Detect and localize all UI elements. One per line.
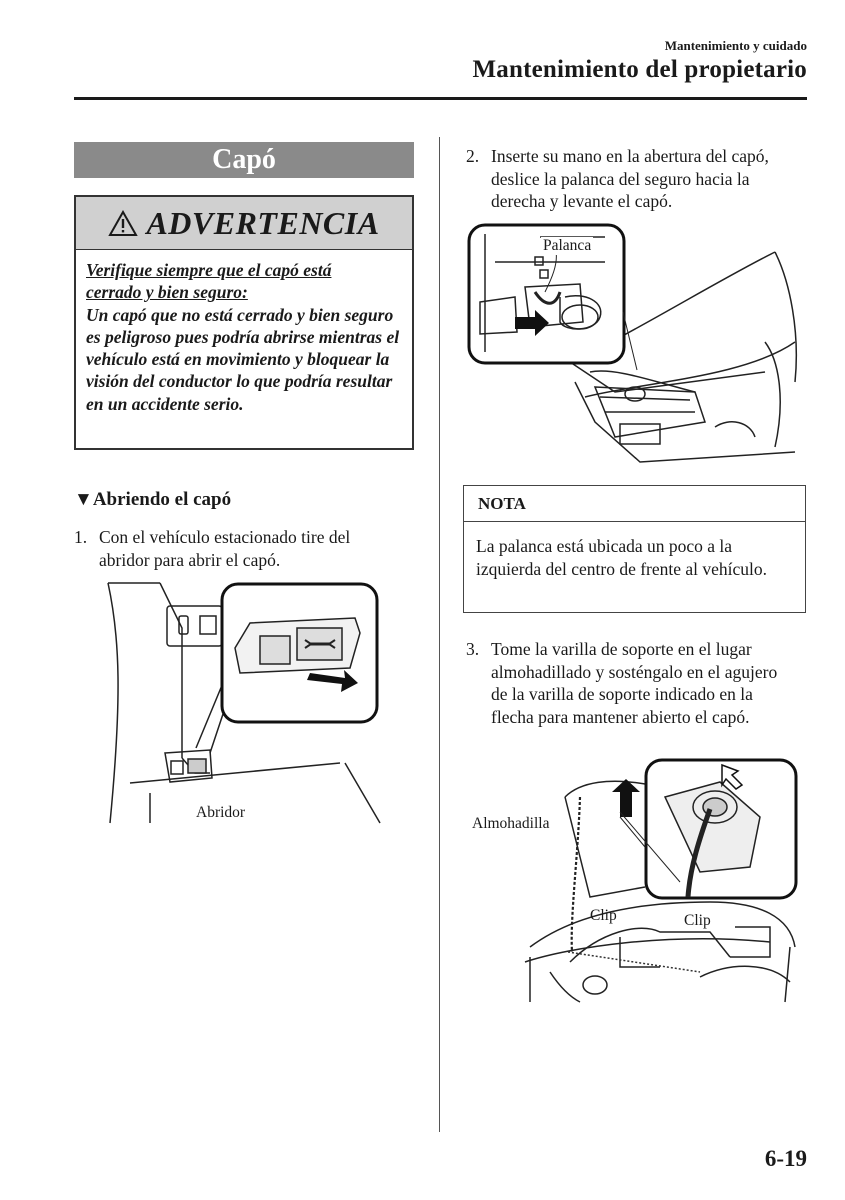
warning-text [86,259,404,415]
step-3 [466,638,806,753]
warning-title: ADVERTENCIA [146,204,380,241]
step-1 [74,526,399,576]
step-number: 3. [466,639,480,659]
support-rod-illustration [470,757,800,1007]
step-text: Con el vehículo estacionado tire del abridor para abrir el capó. [99,527,351,570]
warning-line-1: Verifique siempre que el capó está [86,260,332,280]
header-section-label: Mantenimiento y cuidado [664,38,807,53]
note-box [463,485,806,613]
step-text: Tome la varilla de soporte en el lugar almohadillado y sosténgalo en el agujero de la varilla de soporte indicado en la flecha para mantener abierto el capó. [491,639,778,727]
step-2 [466,145,806,215]
step-text: Inserte su mano en la abertura del capó, deslice la palanca del seguro hacia la derecha y levante el capó. [491,146,769,211]
opener-label: Abridor [196,804,246,821]
warning-line-2: cerrado y bien seguro: [86,282,248,303]
warning-box [74,195,414,450]
subsection-title: Abriendo el capó [92,489,232,510]
warning-triangle-icon [108,210,138,237]
note-title: NOTA [464,486,805,522]
header-rule [74,97,807,100]
page-number: 6-19 [764,1146,807,1171]
pad-label: Almohadilla [472,815,550,832]
warning-body: Un capó que no está cerrado y bien seguro es peligroso pues podría abrirse mientras el vehículo está en movimiento y bloquear la visión del conductor lo que podría resultar en un accidente serio. [86,304,400,414]
triangle-down-icon: ▼ [74,489,93,510]
clip-label-right: Clip [684,912,711,929]
hood-opener-illustration [100,578,390,828]
subsection-heading [74,489,231,511]
hood-lever-illustration [465,222,805,472]
note-text: La palanca está ubicada un poco a la izquierda del centro de frente al vehículo. [476,536,768,579]
lever-label: Palanca [543,237,592,254]
step-number: 2. [466,146,480,166]
column-divider [439,137,440,1132]
step-number: 1. [74,527,88,547]
header-title: Mantenimiento del propietario [472,56,807,83]
warning-header [76,197,412,250]
clip-label-left: Clip [590,907,617,924]
section-title: Capó [74,142,414,178]
